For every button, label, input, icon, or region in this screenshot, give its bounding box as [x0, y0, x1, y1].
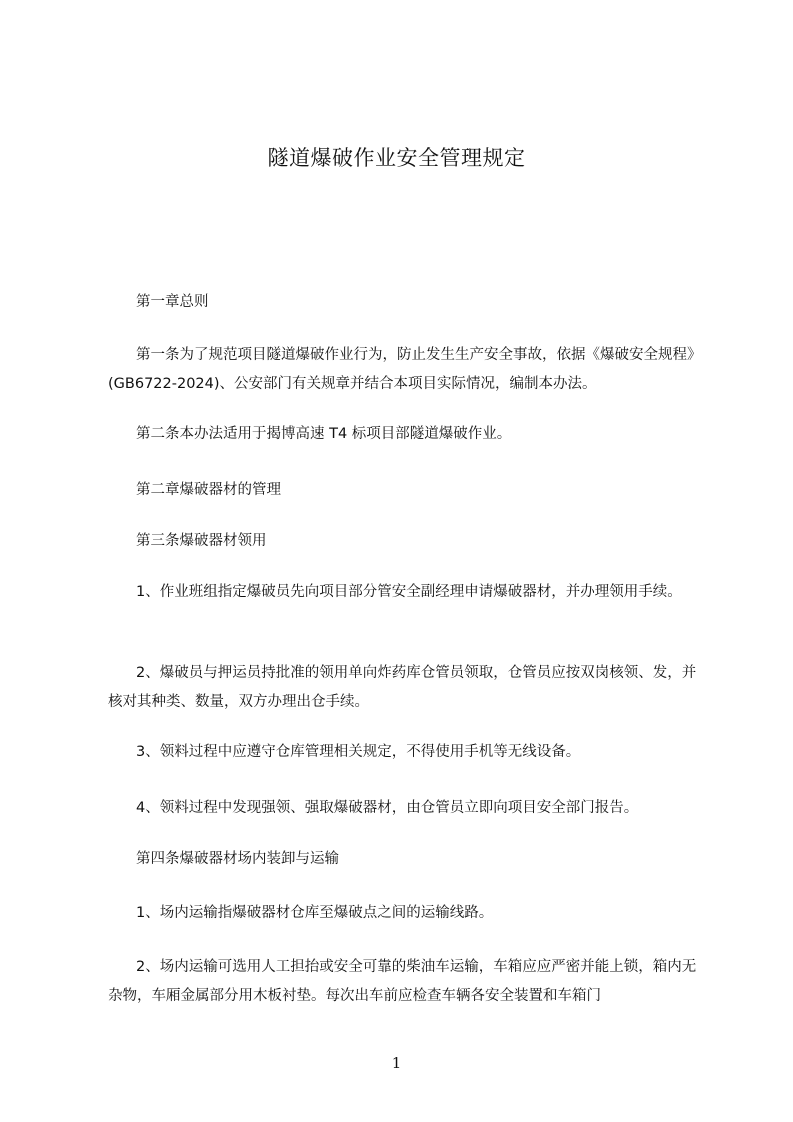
chapter-heading: 第一章总则	[136, 294, 209, 310]
list-item: 1、场内运输指爆破器材仓库至爆破点之间的运输线路。	[136, 905, 494, 921]
chapter-heading: 第二章爆破器材的管理	[136, 482, 281, 498]
article-heading: 第四条爆破器材场内装卸与运输	[136, 851, 339, 867]
list-item: 2、场内运输可选用人工担抬或安全可靠的柴油车运输，车箱应应严密并能上锁，箱内无杂物，车厢金属部分用木板衬垫。每次出车前应检查车辆各安全装置和车箱门	[108, 959, 697, 1004]
list-item: 4、领料过程中发现强领、强取爆破器材，由仓管员立即向项目安全部门报告。	[136, 800, 639, 816]
article-paragraph: 第二条本办法适用于揭博高速 T4 标项目部隧道爆破作业。	[136, 426, 512, 442]
document-title: 隧道爆破作业安全管理规定	[267, 146, 526, 170]
article-paragraph: 第一条为了规范项目隧道爆破作业行为，防止发生生产安全事故，依据《爆破安全规程》(GB6722-2024)、公安部门有关规章并结合本项目实际情况，编制本办法。	[108, 347, 702, 392]
article-heading: 第三条爆破器材领用	[136, 533, 267, 549]
list-item: 2、爆破员与押运员持批准的领用单向炸药库仓管员领取，仓管员应按双岗核领、发，并核对其种类、数量，双方办理出仓手续。	[108, 665, 697, 710]
list-item: 1、作业班组指定爆破员先向项目部分管安全副经理申请爆破器材，并办理领用手续。	[136, 584, 682, 600]
list-item: 3、领料过程中应遵守仓库管理相关规定，不得使用手机等无线设备。	[136, 744, 581, 760]
page-number: 1	[391, 1054, 402, 1072]
